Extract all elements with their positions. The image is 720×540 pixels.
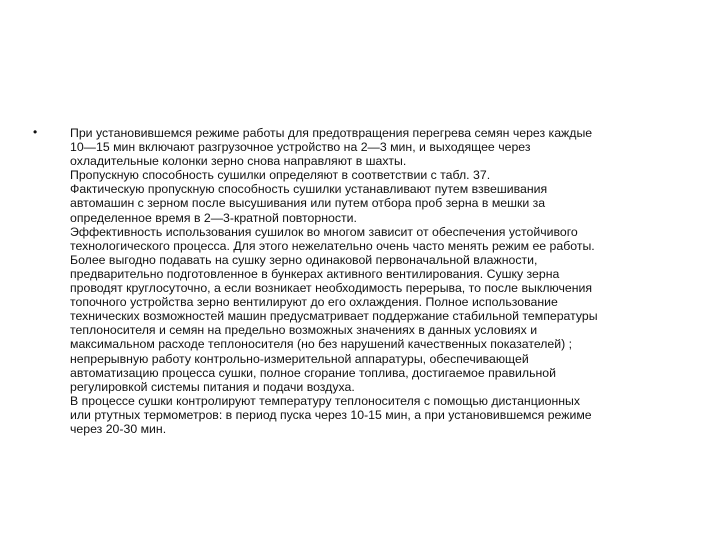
text-line: Пропускную способность сушилки определяют в соответствии с табл. 37.	[70, 168, 491, 183]
text-line: или ртутных термометров: в период пуска через 10-15 мин, а при установившемся режиме	[70, 407, 592, 422]
text-line: максимальном расходе теплоносителя (но без нарушений качественных показателей) ;	[70, 337, 573, 352]
text-line: через 20-30 мин.	[70, 421, 167, 436]
text-line: технологического процесса. Для этого нежелательно очень часто менять режим ее работы.	[70, 238, 595, 253]
body-text	[70, 126, 685, 436]
text-line: При установившемся режиме работы для предотвращения перегрева семян через каждые	[70, 126, 593, 140]
text-line: непрерывную работу контрольно-измерительной аппаратуры, обеспечивающей	[70, 351, 529, 366]
text-line: топочного устройства зерно вентилируют до его охлаждения. Полное использование	[70, 295, 558, 310]
text-line: Фактическую пропускную способность сушилки устанавливают путем взвешивания	[70, 182, 548, 197]
text-line: предварительно подготовленное в бункерах активного вентилирования. Сушку зерна	[70, 266, 560, 281]
text-line: автоматизацию процесса сушки, полное сгорание топлива, достигаемое правильной	[70, 365, 556, 380]
text-line: автомашин с зерном после высушивания или путем отбора проб зерна в мешки за	[70, 196, 546, 211]
bullet-marker: •	[33, 125, 38, 139]
text-line: Эффективность использования сушилок во многом зависит от обеспечения устойчивого	[70, 224, 578, 239]
text-line: теплоносителя и семян на предельно возможных значениях в данных условиях и	[70, 323, 538, 338]
text-line: 10—15 мин включают разгрузочное устройство на 2—3 мин, и выходящее через	[70, 140, 531, 155]
text-line: охладительные колонки зерно снова направляют в шахты.	[70, 154, 407, 169]
text-line: проводят круглосуточно, а если возникает необходимость перерыва, то после выключения	[70, 281, 593, 296]
text-line: технических возможностей машин предусматривает поддержание стабильной температуры	[70, 309, 598, 324]
text-line: регулировкой системы питания и подачи воздуха.	[70, 379, 355, 394]
text-line: В процессе сушки контролируют температуру теплоносителя с помощью дистанционных	[70, 393, 581, 408]
text-line: определенное время в 2—3-кратной повторности.	[70, 210, 357, 225]
text-line: Более выгодно подавать на сушку зерно одинаковой первоначальной влажности,	[70, 252, 538, 267]
